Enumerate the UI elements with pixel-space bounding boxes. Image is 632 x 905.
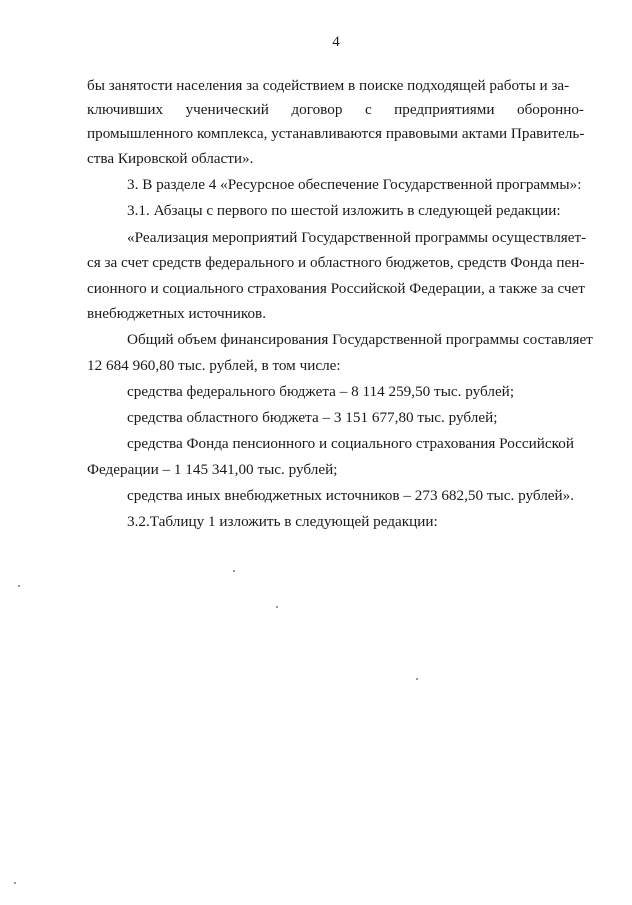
scan-speck	[416, 678, 418, 680]
paragraph-line-4: ства Кировской области».	[87, 150, 254, 167]
regional-budget-line: средства областного бюджета – 3 151 677,80 тыс. рублей;	[127, 409, 498, 426]
federal-budget-line: средства федерального бюджета – 8 114 259,50 тыс. рублей;	[127, 383, 515, 400]
other-sources-line: средства иных внебюджетных источников – 273 682,50 тыс. рублей».	[127, 487, 575, 504]
paragraph-line-1: бы занятости населения за содействием в поиске подходящей работы и за-	[87, 77, 570, 94]
quote-line-4: внебюджетных источников.	[87, 305, 267, 322]
quote-line-3: сионного и социального страхования Российской Федерации, а также за счет	[87, 280, 585, 297]
social-fund-line-1: средства Фонда пенсионного и социального страхования Российской	[127, 435, 574, 452]
scan-speck	[18, 585, 20, 587]
quote-line-1: «Реализация мероприятий Государственной программы осуществляет-	[127, 229, 587, 246]
item-3-2: 3.2.Таблицу 1 изложить в следующей редакции:	[127, 513, 438, 530]
scan-speck	[233, 570, 235, 572]
scan-speck	[276, 606, 278, 608]
paragraph-line-3: промышленного комплекса, устанавливаются правовыми актами Правитель-	[87, 125, 585, 142]
section-3-heading: 3. В разделе 4 «Ресурсное обеспечение Государственной программы»:	[127, 176, 582, 193]
scan-speck	[14, 882, 16, 884]
paragraph-line-2: ключивших ученический договор с предприятиями оборонно-	[87, 101, 584, 118]
item-3-1: 3.1. Абзацы с первого по шестой изложить в следующей редакции:	[127, 202, 561, 219]
funding-total-line-2: 12 684 960,80 тыс. рублей, в том числе:	[87, 357, 341, 374]
social-fund-line-2: Федерации – 1 145 341,00 тыс. рублей;	[87, 461, 338, 478]
funding-total-line-1: Общий объем финансирования Государственной программы составляет	[127, 331, 593, 348]
quote-line-2: ся за счет средств федерального и областного бюджетов, средств Фонда пен-	[87, 254, 585, 271]
page-number: 4	[332, 34, 340, 50]
